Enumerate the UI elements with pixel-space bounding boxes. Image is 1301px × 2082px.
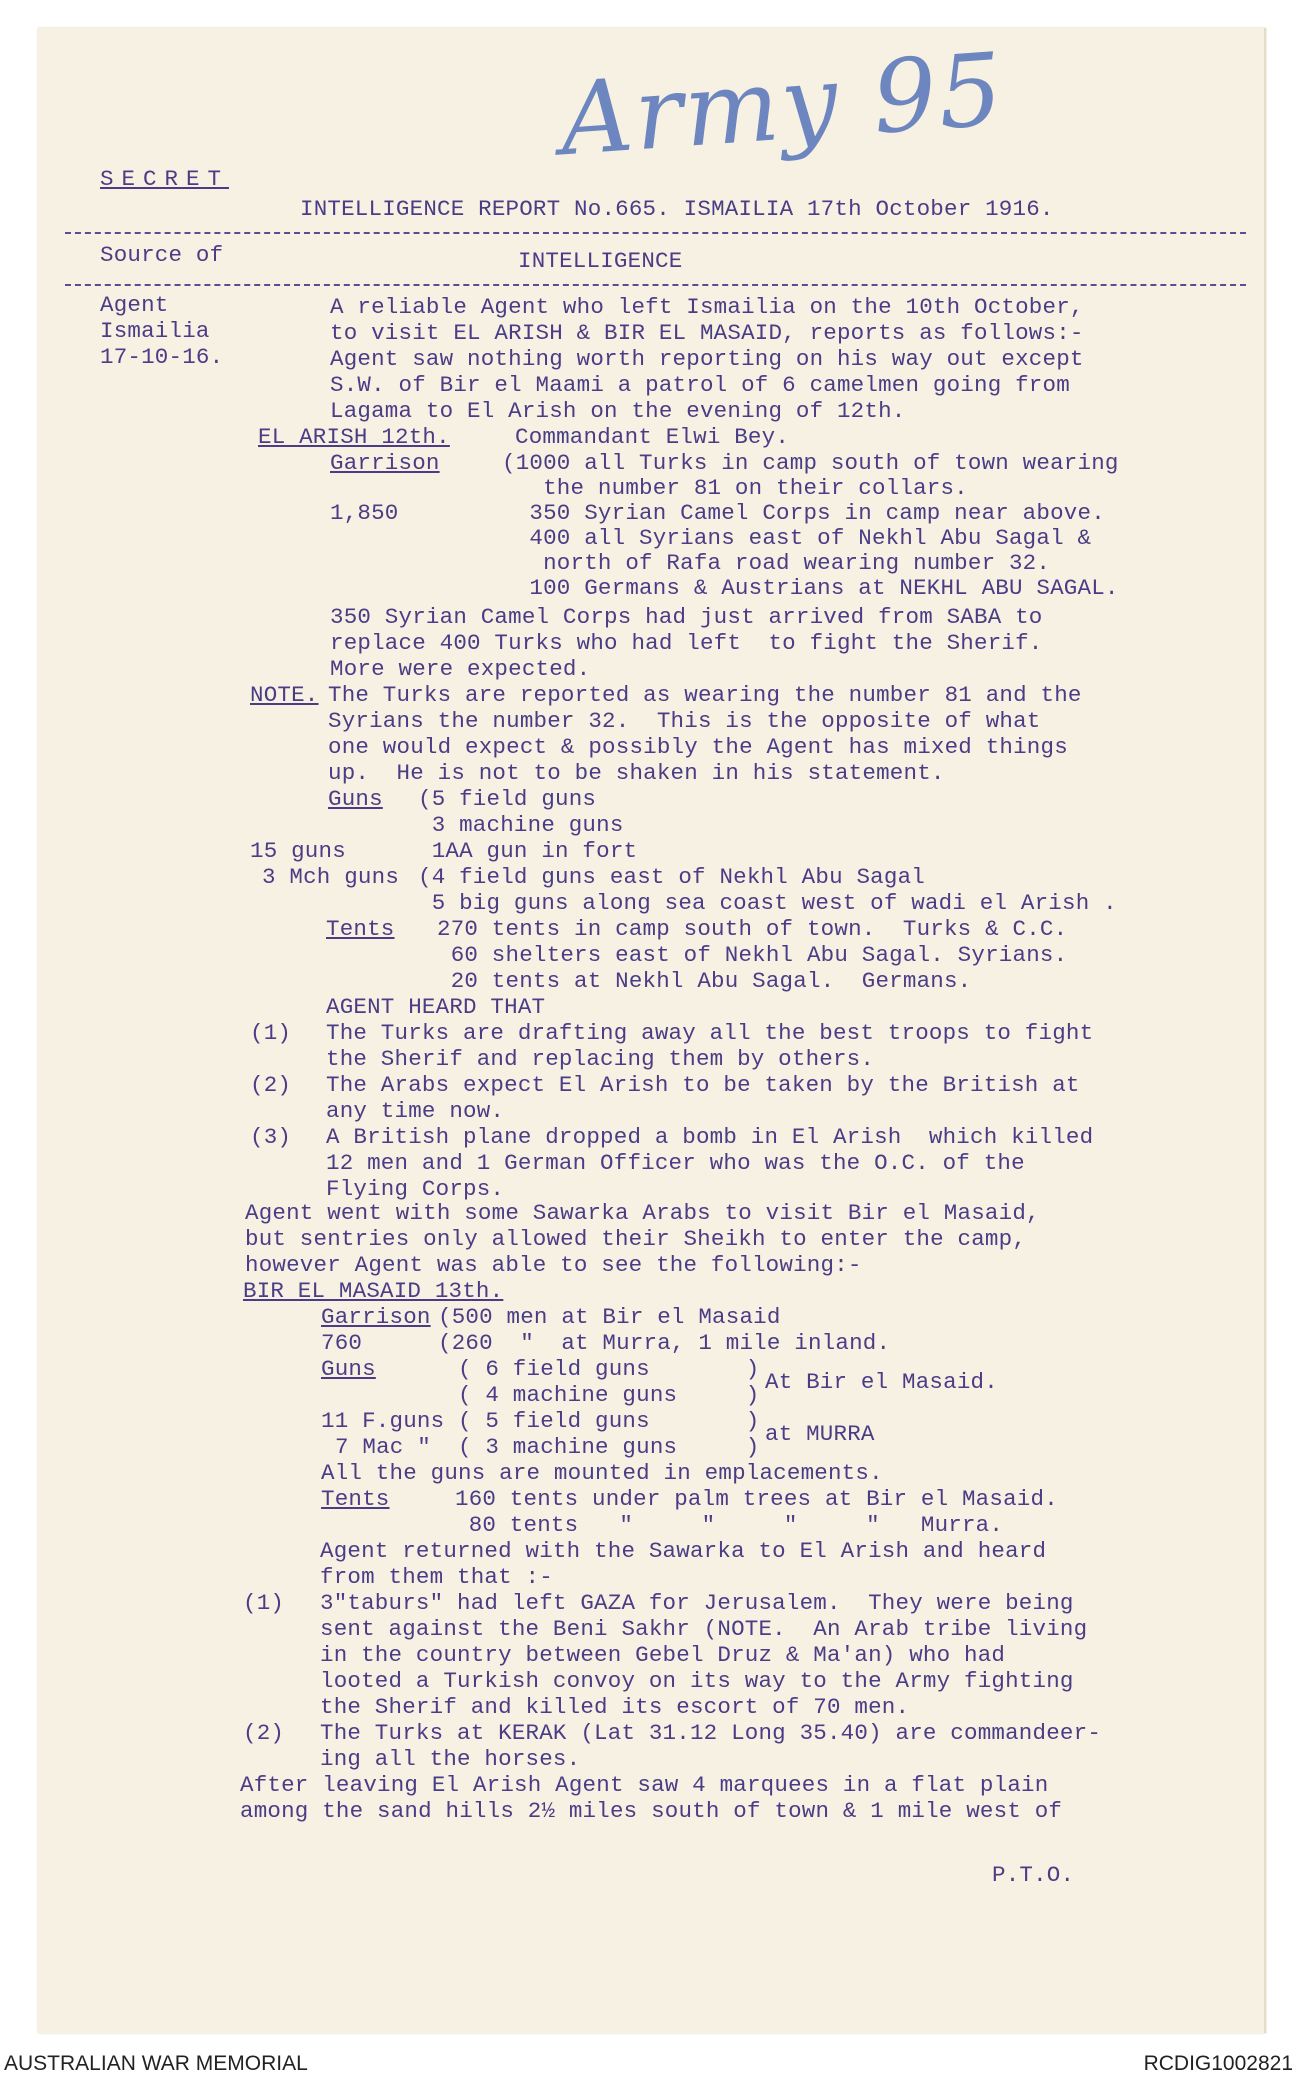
heard-line: the Sherif and replacing them by others.: [326, 1046, 875, 1072]
garrison-total: 1,850: [330, 500, 399, 526]
bem-mounted-line: All the guns are mounted in emplacements.: [321, 1460, 883, 1486]
heard-line: sent against the Beni Sakhr (NOTE. An Arab tribe living: [320, 1616, 1088, 1642]
bem-tents-line: 80 tents " " " " Murra.: [455, 1512, 1004, 1538]
tents-label: Tents: [326, 916, 395, 942]
visit-line: but sentries only allowed their Sheikh to enter the camp,: [245, 1226, 1027, 1252]
visit-line: however Agent was able to see the following:-: [245, 1252, 862, 1278]
handwritten-annotation: Army 95: [556, 30, 1008, 179]
returned-line: Agent returned with the Sawarka to El Arish and heard: [320, 1538, 1047, 1564]
arrival-line: 350 Syrian Camel Corps had just arrived from SABA to: [330, 604, 1043, 630]
guns-total: 15 guns: [250, 838, 346, 864]
pto-marker: P.T.O.: [992, 1862, 1075, 1888]
heard-line: the Sherif and killed its escort of 70 men.: [320, 1694, 910, 1720]
column-header-intelligence: INTELLIGENCE: [518, 248, 683, 274]
intro-line: Lagama to El Arish on the evening of 12th.: [330, 398, 906, 424]
returned-line: from them that :-: [320, 1564, 553, 1590]
heard-number: (3): [250, 1124, 292, 1150]
bem-guns-total: 7 Mac ": [335, 1434, 431, 1460]
gun-line: (4 field guns east of Nekhl Abu Sagal: [418, 864, 925, 890]
heard-line: The Turks at KERAK (Lat 31.12 Long 35.40) are commandeer-: [320, 1720, 1102, 1746]
intro-line: to visit EL ARISH & BIR EL MASAID, reports as follows:-: [330, 320, 1084, 346]
heard-line: 12 men and 1 German Officer who was the O.C. of the: [326, 1150, 1025, 1176]
footer-identifier: RCDIG1002821: [1143, 2052, 1293, 2075]
report-title: INTELLIGENCE REPORT No.665. ISMAILIA 17th October 1916.: [300, 196, 1054, 222]
garrison-line: 400 all Syrians east of Nekhl Abu Sagal &: [502, 525, 1092, 551]
intro-line: Agent saw nothing worth reporting on his way out except: [330, 346, 1084, 372]
tents-line: 20 tents at Nekhl Abu Sagal. Germans.: [437, 968, 972, 994]
heard-number: (1): [243, 1590, 285, 1616]
note-line: The Turks are reported as wearing the number 81 and the: [328, 682, 1082, 708]
heard-line: 3"taburs" had left GAZA for Jerusalem. They were being: [320, 1590, 1074, 1616]
bem-garrison-line: (260 " at Murra, 1 mile inland.: [438, 1330, 891, 1356]
heard-line: Flying Corps.: [326, 1176, 505, 1202]
bem-gun-line: ( 6 field guns ): [458, 1356, 760, 1382]
source-line: 17-10-16.: [100, 344, 224, 370]
bem-tents-line: 160 tents under palm trees at Bir el Masaid.: [455, 1486, 1058, 1512]
note-line: up. He is not to be shaken in his statement.: [328, 760, 945, 786]
source-line: Agent: [100, 292, 169, 318]
bem-guns-total: 11 F.guns: [321, 1408, 445, 1434]
bem-gun-line: ( 4 machine guns ): [458, 1382, 760, 1408]
intro-line: S.W. of Bir el Maami a patrol of 6 camelmen going from: [330, 372, 1070, 398]
garrison-label: Garrison: [330, 450, 440, 476]
gun-line: (5 field guns: [418, 786, 597, 812]
header-divider-bottom: [65, 284, 1246, 286]
bem-garrison-label: Garrison: [321, 1304, 431, 1330]
bem-guns-label: Guns: [321, 1356, 376, 1382]
bem-gun-line: ( 5 field guns ): [458, 1408, 760, 1434]
tents-line: 270 tents in camp south of town. Turks & C.C.: [437, 916, 1068, 942]
intro-line: A reliable Agent who left Ismailia on the 10th October,: [330, 294, 1084, 320]
bir-el-masaid-heading: BIR EL MASAID 13th.: [243, 1278, 504, 1304]
gun-line: 3 machine guns: [418, 812, 624, 838]
secret-stamp: SECRET: [100, 166, 230, 192]
heard-line: The Turks are drafting away all the best troops to fight: [326, 1020, 1094, 1046]
gun-line: 1AA gun in fort: [418, 838, 638, 864]
agent-heard-heading: AGENT HEARD THAT: [326, 994, 546, 1020]
heard-number: (2): [243, 1720, 285, 1746]
bem-garrison-total: 760: [321, 1330, 363, 1356]
bem-gun-location: At Bir el Masaid.: [765, 1369, 998, 1395]
visit-line: Agent went with some Sawarka Arabs to visit Bir el Masaid,: [245, 1200, 1040, 1226]
note-label: NOTE.: [250, 682, 319, 708]
heard-line: ing all the horses.: [320, 1746, 581, 1772]
arrival-line: More were expected.: [330, 656, 591, 682]
note-line: Syrians the number 32. This is the opposite of what: [328, 708, 1041, 734]
guns-total: 3 Mch guns: [262, 864, 400, 890]
bem-gun-line: ( 3 machine guns ): [458, 1434, 760, 1460]
tents-line: 60 shelters east of Nekhl Abu Sagal. Syrians.: [437, 942, 1068, 968]
bleed-through-mark: [1130, 400, 1210, 600]
garrison-line: north of Rafa road wearing number 32.: [502, 550, 1051, 576]
heard-line: A British plane dropped a bomb in El Arish which killed: [326, 1124, 1094, 1150]
el-arish-heading: EL ARISH 12th.: [258, 424, 450, 450]
garrison-line: 350 Syrian Camel Corps in camp near above.: [502, 500, 1105, 526]
closing-line: among the sand hills 2½ miles south of town & 1 mile west of: [240, 1798, 1063, 1824]
heard-line: any time now.: [326, 1098, 505, 1124]
source-line: Ismailia: [100, 318, 210, 344]
bem-garrison-line: (500 men at Bir el Masaid: [438, 1304, 781, 1330]
gun-line: 5 big guns along sea coast west of wadi el Arish .: [418, 890, 1117, 916]
bem-tents-label: Tents: [321, 1486, 390, 1512]
footer-credit: AUSTRALIAN WAR MEMORIAL: [4, 2052, 308, 2075]
garrison-line: (1000 all Turks in camp south of town wearing: [502, 450, 1119, 476]
closing-line: After leaving El Arish Agent saw 4 marquees in a flat plain: [240, 1772, 1049, 1798]
heard-number: (2): [250, 1072, 292, 1098]
guns-label: Guns: [328, 786, 383, 812]
garrison-line: the number 81 on their collars.: [502, 475, 968, 501]
arrival-line: replace 400 Turks who had left to fight the Sherif.: [330, 630, 1043, 656]
note-line: one would expect & possibly the Agent has mixed things: [328, 734, 1068, 760]
commandant-line: Commandant Elwi Bey.: [515, 424, 790, 450]
heard-line: in the country between Gebel Druz & Ma'an) who had: [320, 1642, 1006, 1668]
header-divider-top: [65, 232, 1246, 234]
garrison-line: 100 Germans & Austrians at NEKHL ABU SAGAL.: [502, 575, 1119, 601]
bem-gun-location: at MURRA: [765, 1421, 875, 1447]
heard-number: (1): [250, 1020, 292, 1046]
column-header-source: Source of: [100, 242, 224, 268]
heard-line: The Arabs expect El Arish to be taken by the British at: [326, 1072, 1080, 1098]
heard-line: looted a Turkish convoy on its way to the Army fighting: [320, 1668, 1074, 1694]
